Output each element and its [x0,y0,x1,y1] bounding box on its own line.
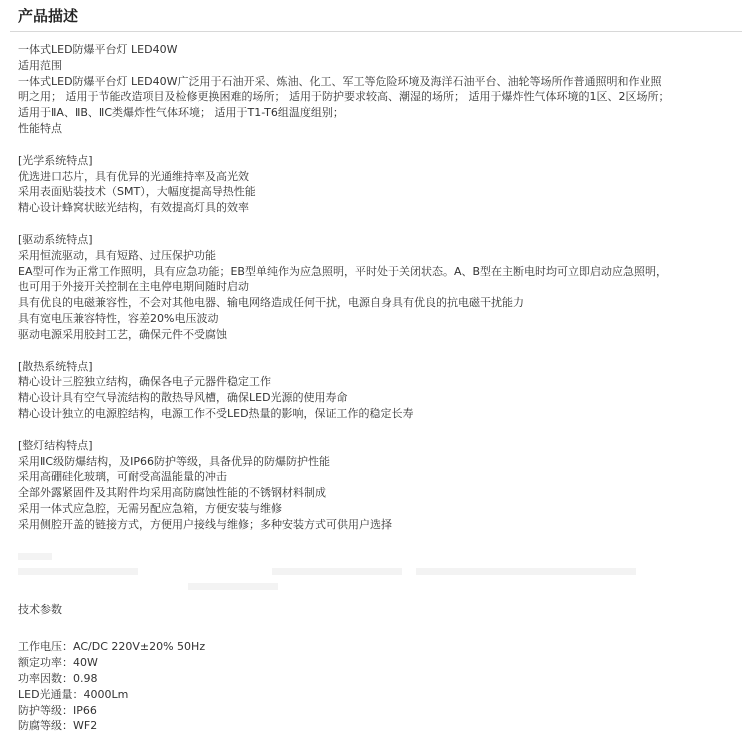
driver-feature: 采用恒流驱动，具有短路、过压保护功能 [18,248,216,262]
optical-heading: [光学系统特点] [18,153,93,167]
product-description [18,42,736,734]
scope-text-line: 明之用； 适用于节能改造项目及检修更换困难的场所； 适用于防护要求较高、潮湿的场所； 适用于爆炸性气体环境的1区、2区场所； [18,90,670,104]
scope-text-line: 一体式LED防爆平台灯 LED40W广泛用于石油开采、炼油、化工、军工等危险环境及海洋石油平台、油轮等场所作普通照明和作业照 [18,74,662,88]
faded-mark [18,568,138,575]
structure-heading: [整灯结构特点] [18,438,93,452]
structure-feature: 采用侧腔开盖的链接方式，方便用户接线与维修；多种安装方式可供用户选择 [18,517,392,531]
driver-feature: 具有优良的电磁兼容性，不会对其他电器、输电网络造成任何干扰，电源自身具有优良的抗电磁干扰能力 [18,296,524,310]
thermal-feature: 精心设计独立的电源腔结构，电源工作不受LED热量的影响，保证工作的稳定长寿 [18,406,414,420]
driver-feature: 具有宽电压兼容特性，容差20%电压波动 [18,311,219,325]
faded-line [18,579,736,594]
section-header [0,0,752,34]
spec-item: 功率因数：0.98 [18,671,98,685]
spacer [18,617,736,639]
thermal-heading: [散热系统特点] [18,359,93,373]
spec-item: 额定功率：40W [18,656,98,670]
thermal-feature: 精心设计三腔独立结构，确保各电子元器件稳定工作 [18,375,271,389]
faded-watermark-block [18,549,736,594]
faded-mark [272,568,402,575]
structure-feature: 采用高硼硅化玻璃，可耐受高温能量的冲击 [18,470,227,484]
faded-mark [416,568,636,575]
structure-feature: 全部外露紧固件及其附件均采用高防腐蚀性能的不锈钢材料制成 [18,486,326,500]
driver-feature: EA型可作为正常工作照明，具有应急功能；EB型单纯作为应急照明，平时处于关闭状态。A、B型在主断电时均可立即启动应急照明， [18,264,668,278]
scope-heading: 适用范围 [18,58,62,72]
spacer [18,422,736,438]
features-heading: 性能特点 [18,121,62,135]
spacer [18,137,736,153]
faded-line [18,564,736,579]
spacer [18,343,736,359]
optical-feature: 采用表面贴装技术（SMT），大幅度提高导热性能 [18,185,256,199]
structure-feature: 采用一体式应急腔，无需另配应急箱，方便安装与维修 [18,501,282,515]
spec-item: 防护等级：IP66 [18,703,97,717]
specs-heading: 技术参数 [18,602,62,616]
optical-feature: 精心设计蜂窝状眩光结构，有效提高灯具的效率 [18,201,249,215]
faded-mark [188,583,278,590]
header-divider [10,31,742,32]
driver-heading: [驱动系统特点] [18,232,93,246]
faded-line [18,549,736,564]
thermal-feature: 精心设计具有空气导流结构的散热导风槽，确保LED光源的使用寿命 [18,391,348,405]
faded-mark [18,553,52,560]
structure-feature: 采用ⅡC级防爆结构，及IP66防护等级，具备优异的防爆防护性能 [18,454,330,468]
spec-item: LED光通量：4000Lm [18,687,129,701]
spec-item: 工作电压：AC/DC 220V±20% 50Hz [18,640,206,654]
spacer [18,216,736,232]
spacer [18,533,736,549]
driver-feature: 也可用于外接开关控制在主电停电期间随时启动 [18,280,249,294]
spacer [18,594,736,602]
product-name: 一体式LED防爆平台灯 LED40W [18,43,178,56]
spec-item: 防腐等级：WF2 [18,719,98,733]
scope-text-line: 适用于ⅡA、ⅡB、ⅡC类爆炸性气体环境； 适用于T1-T6组温度组别； [18,106,344,120]
driver-feature: 驱动电源采用胶封工艺，确保元件不受腐蚀 [18,327,227,341]
section-title: 产品描述 [18,7,79,25]
optical-feature: 优选进口芯片，具有优异的光通维持率及高光效 [18,169,249,183]
